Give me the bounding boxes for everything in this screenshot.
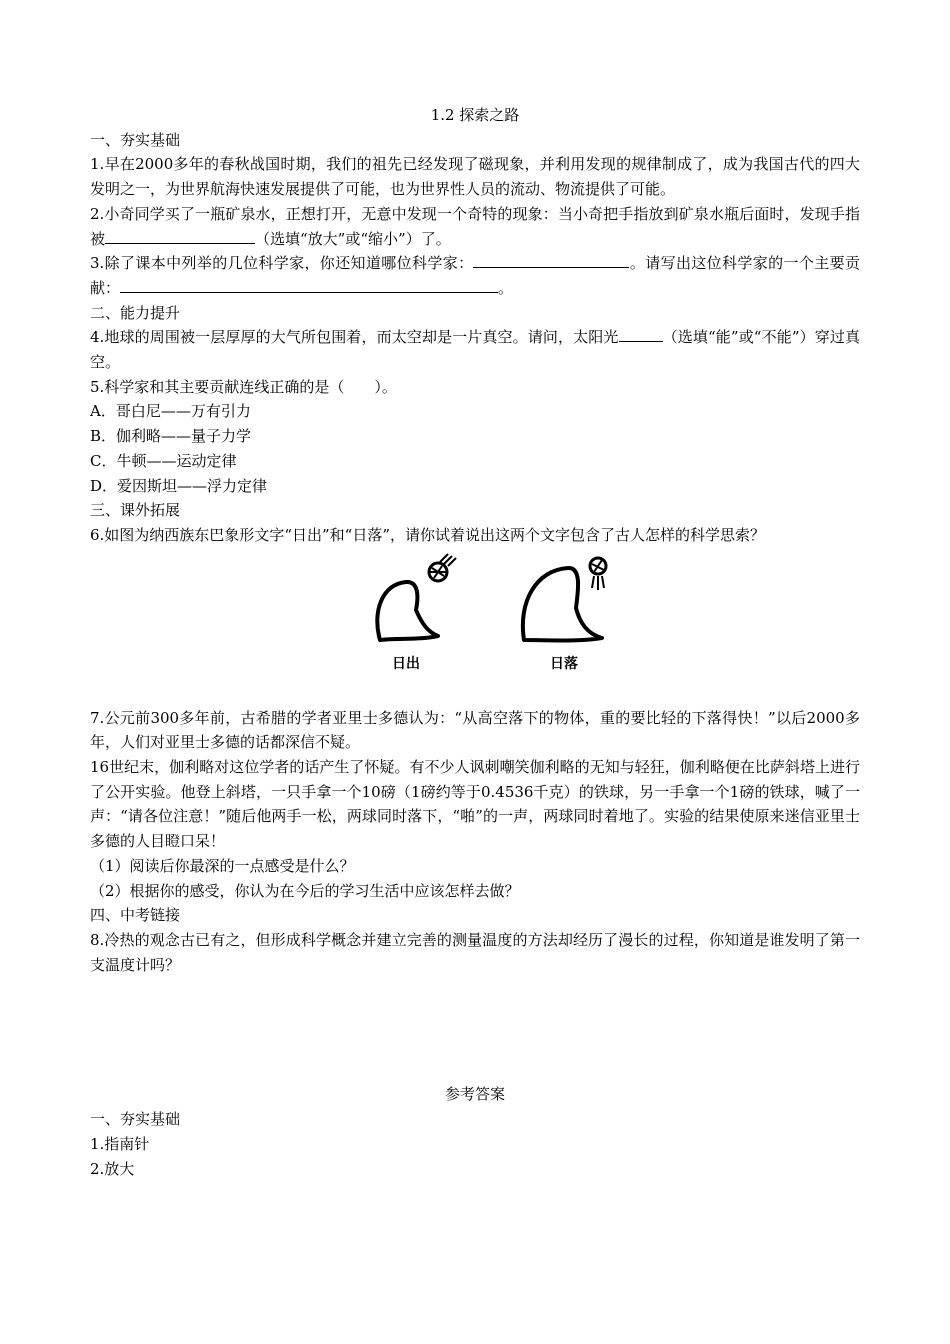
section-heading-basics: 一、夯实基础 [90, 130, 181, 149]
page-title: 1.2 探索之路 [430, 106, 520, 124]
question-7-story: 16世纪末，伽利略对这位学者的话产生了怀疑。有不少人讽刺嘲笑伽利略的无知与轻狂，伽利略便在比萨斜塔上进行了公开实验。他登上斜塔，一只手拿一个10磅（1磅约等于0.4536千克）的铁球，另一手拿一个1磅的铁球，喊了一声：“请各位注意！”随后他两手一松，两球同时落下，“啪”的一声，两球同时着地了。实验的结果使原来迷信亚里士多德的人目瞪口呆！ [90, 758, 860, 851]
option-d[interactable]: D．爱因斯坦——浮力定律 [90, 476, 268, 495]
dongba-glyph-figure [90, 552, 860, 700]
section-heading-exam: 四、中考链接 [90, 906, 181, 925]
sunset-caption: 日落 [550, 655, 578, 672]
question-6: 6.如图为纳西族东巴象形文字“日出”和“日落”，请你试着说出这两个文字包含了古人怎样的科学思索？ [90, 525, 765, 544]
question-7-intro: 7.公元前300多年前，古希腊的学者亚里士多德认为：“从高空落下的物体，重的要比轻的下落得快！”以后2000多年，人们对亚里士多德的话都深信不疑。 [90, 708, 860, 752]
question-7-sub-2: （2）根据你的感受，你认为在今后的学习生活中应该怎样去做？ [90, 881, 520, 900]
question-5: 5.科学家和其主要贡献连线正确的是（ ）。 [90, 377, 397, 396]
answers-title: 参考答案 [444, 1085, 505, 1104]
answer-1: 1.指南针 [90, 1134, 150, 1153]
worksheet [90, 103, 860, 1181]
sunrise-glyph-image [370, 552, 470, 652]
sunset-glyph-image [518, 552, 628, 652]
question-7-sub-1: （1）阅读后你最深的一点感受是什么？ [90, 856, 355, 875]
option-a[interactable]: A．哥白尼——万有引力 [90, 402, 251, 421]
answer-blank[interactable] [120, 276, 498, 293]
question-3: 3.除了课本中列举的几位科学家，你还知道哪位科学家： 。请写出这位科学家的一个主要贡献： 。 [90, 251, 860, 300]
section-heading-ability: 二、能力提升 [90, 303, 181, 322]
question-8: 8.冷热的观念古已有之，但形成科学概念并建立完善的测量温度的方法却经历了漫长的过程，你知道是谁发明了第一支温度计吗？ [90, 930, 860, 974]
answer-blank[interactable] [105, 227, 255, 244]
section-heading-extension: 三、课外拓展 [90, 501, 181, 520]
answer-blank[interactable] [473, 251, 629, 268]
option-c[interactable]: C．牛顿——运动定律 [90, 451, 237, 470]
question-1: 1.早在2000多年的春秋战国时期，我们的祖先已经发现了磁现象，并利用发现的规律制成了，成为我国古代的四大发明之一，为世界航海快速发展提供了可能，也为世界性人员的流动、物流提供了可能。 [90, 155, 860, 199]
question-2: 2.小奇同学买了一瓶矿泉水，正想打开，无意中发现一个奇特的现象：当小奇把手指放到矿泉水瓶后面时，发现手指被 （选填“放大”或“缩小”）了。 [90, 204, 860, 248]
question-4: 4.地球的周围被一层厚厚的大气所包围着，而太空却是一片真空。请问，太阳光 （选填“能”或“不能”）穿过真空。 [90, 325, 860, 374]
option-b[interactable]: B．伽利略——量子力学 [90, 427, 252, 446]
answer-blank[interactable] [619, 325, 663, 342]
answers-section-heading: 一、夯实基础 [90, 1110, 181, 1129]
answer-2: 2.放大 [90, 1159, 135, 1178]
sunrise-caption: 日出 [392, 655, 420, 672]
